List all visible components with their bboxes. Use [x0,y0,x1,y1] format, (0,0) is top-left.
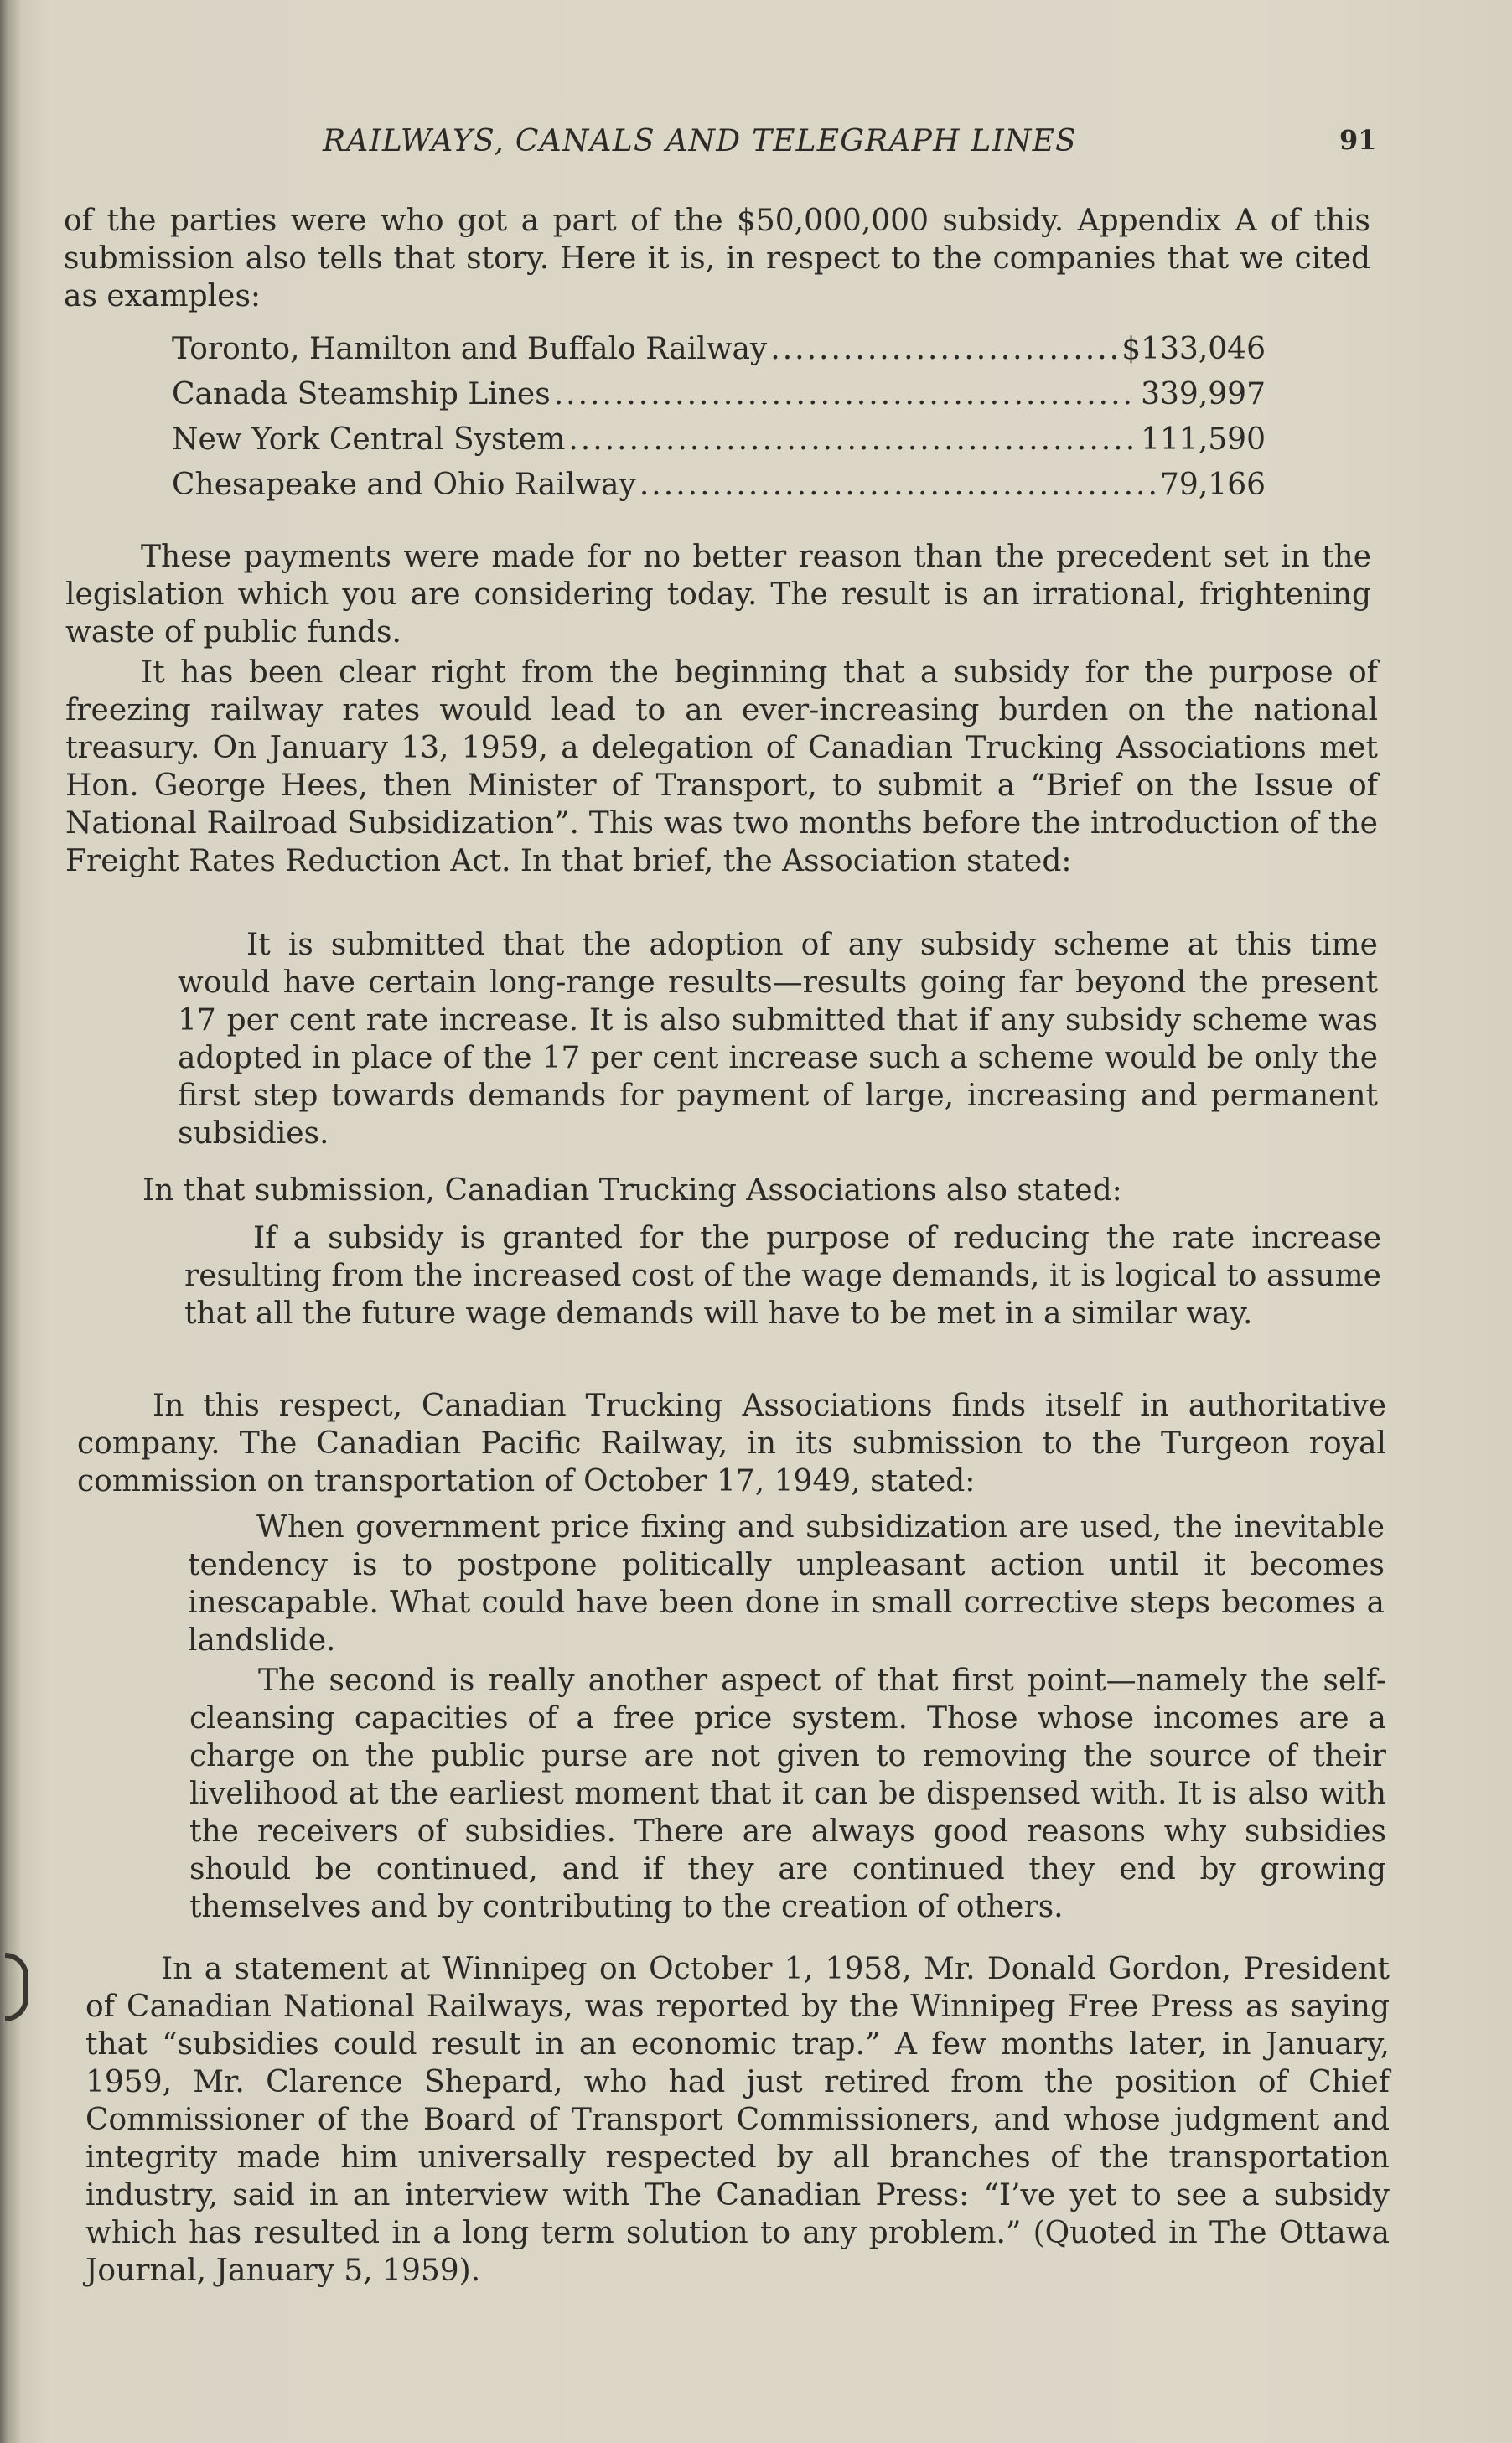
paragraph-payments: These payments were made for no better reason than the precedent set in the legislation which you are considering today. The result is an irrational, frightening waste of public funds. [65,540,1371,650]
company-name: New York Central System [172,422,566,457]
paragraph-intro: of the parties were who got a part of the $50,000,000 subsidy. Appendix A of this submission also tells that story. Here it is, in respect to the companies that we cited as examples: [64,204,1370,313]
list-item [172,327,1266,372]
paragraph-cpr: In this respect, Canadian Trucking Associations finds itself in authoritative company. The Canadian Pacific Railway, in its submission to the Turgeon royal commission on transportation of October 17, 1949, stated: [77,1389,1386,1498]
subsidy-amount: 79,166 [1160,468,1266,502]
list-item [172,463,1266,508]
leader-dots [770,327,1118,372]
company-name: Toronto, Hamilton and Buffalo Railway [172,332,768,366]
binding-mark [5,1953,28,2021]
paragraph-also-stated: In that submission, Canadian Trucking Associations also stated: [142,1173,1122,1208]
block-quote-price-fixing: When government price fixing and subsidization are used, the inevitable tendency is to postpone politically unpleasant action until it becomes inescapable. What could have been done in small corrective steps becomes a landslide. [188,1510,1385,1658]
block-quote-brief: It is submitted that the adoption of any subsidy scheme at this time would have certain long-range results—results going far beyond the present 17 per cent rate increase. It is also submitted that if any subsidy scheme was adopted in place of the 17 per cent increase such a scheme would be only the first step towards demands for payment of large, increasing and permanent subsidies. [178,928,1378,1151]
subsidy-amount: 339,997 [1141,377,1266,411]
block-quote-wage: If a subsidy is granted for the purpose of reducing the rate increase resulting from the increased cost of the wage demands, it is logical to assume that all the future wage demands will have to be met in a similar way. [184,1221,1381,1331]
leader-dots [639,463,1157,508]
paragraph-gordon-shepard: In a statement at Winnipeg on October 1, 1958, Mr. Donald Gordon, President of Canadian National Railways, was reported by the Winnipeg Free Press as saying that “subsidies could result in an economic trap.” A few months later, in January, 1959, Mr. Clarence Shepard, who had just retired from the position of Chief Commissioner of the Board of Transport Commissioners, and whose judgment and integrity made him universally respected by all branches of the transportation industry, said in an interview with The Canadian Press: “I’ve yet to see a subsidy which has resulted in a long term solution to any problem.” (Quoted in The Ottawa Journal, January 5, 1959). [85,1952,1390,2288]
subsidy-amount: $133,046 [1121,332,1266,366]
subsidy-amount: 111,590 [1141,422,1266,457]
list-item [172,417,1266,463]
company-name: Canada Steamship Lines [172,377,551,411]
page-number: 91 [1339,124,1377,156]
running-head: RAILWAYS, CANALS AND TELEGRAPH LINES [323,124,1077,158]
company-name: Chesapeake and Ohio Railway [172,468,636,502]
leader-dots [554,372,1137,417]
block-quote-self-cleansing: The second is really another aspect of that first point—namely the self-cleansing capacities of a free price system. Those whose incomes are a charge on the public purse are not given to removing the source of their livelihood at the earliest moment that it can be dispensed with. It is also with the receivers of subsidies. There are always good reasons why subsidies should be continued, and if they are continued they end by growing themselves and by contributing to the creation of others. [189,1664,1386,1924]
leader-dots [568,417,1137,463]
subsidy-list [172,327,1266,508]
paragraph-subsidy-history: It has been clear right from the beginning that a subsidy for the purpose of freezing railway rates would lead to an ever-increasing burden on the national treasury. On January 13, 1959, a delegation of Canadian Trucking Associations met Hon. George Hees, then Minister of Transport, to submit a “Brief on the Issue of National Railroad Subsidization”. This was two months before the introduction of the Freight Rates Reduction Act. In that brief, the Association stated: [65,655,1378,878]
list-item [172,372,1266,417]
page-header [0,124,1512,166]
